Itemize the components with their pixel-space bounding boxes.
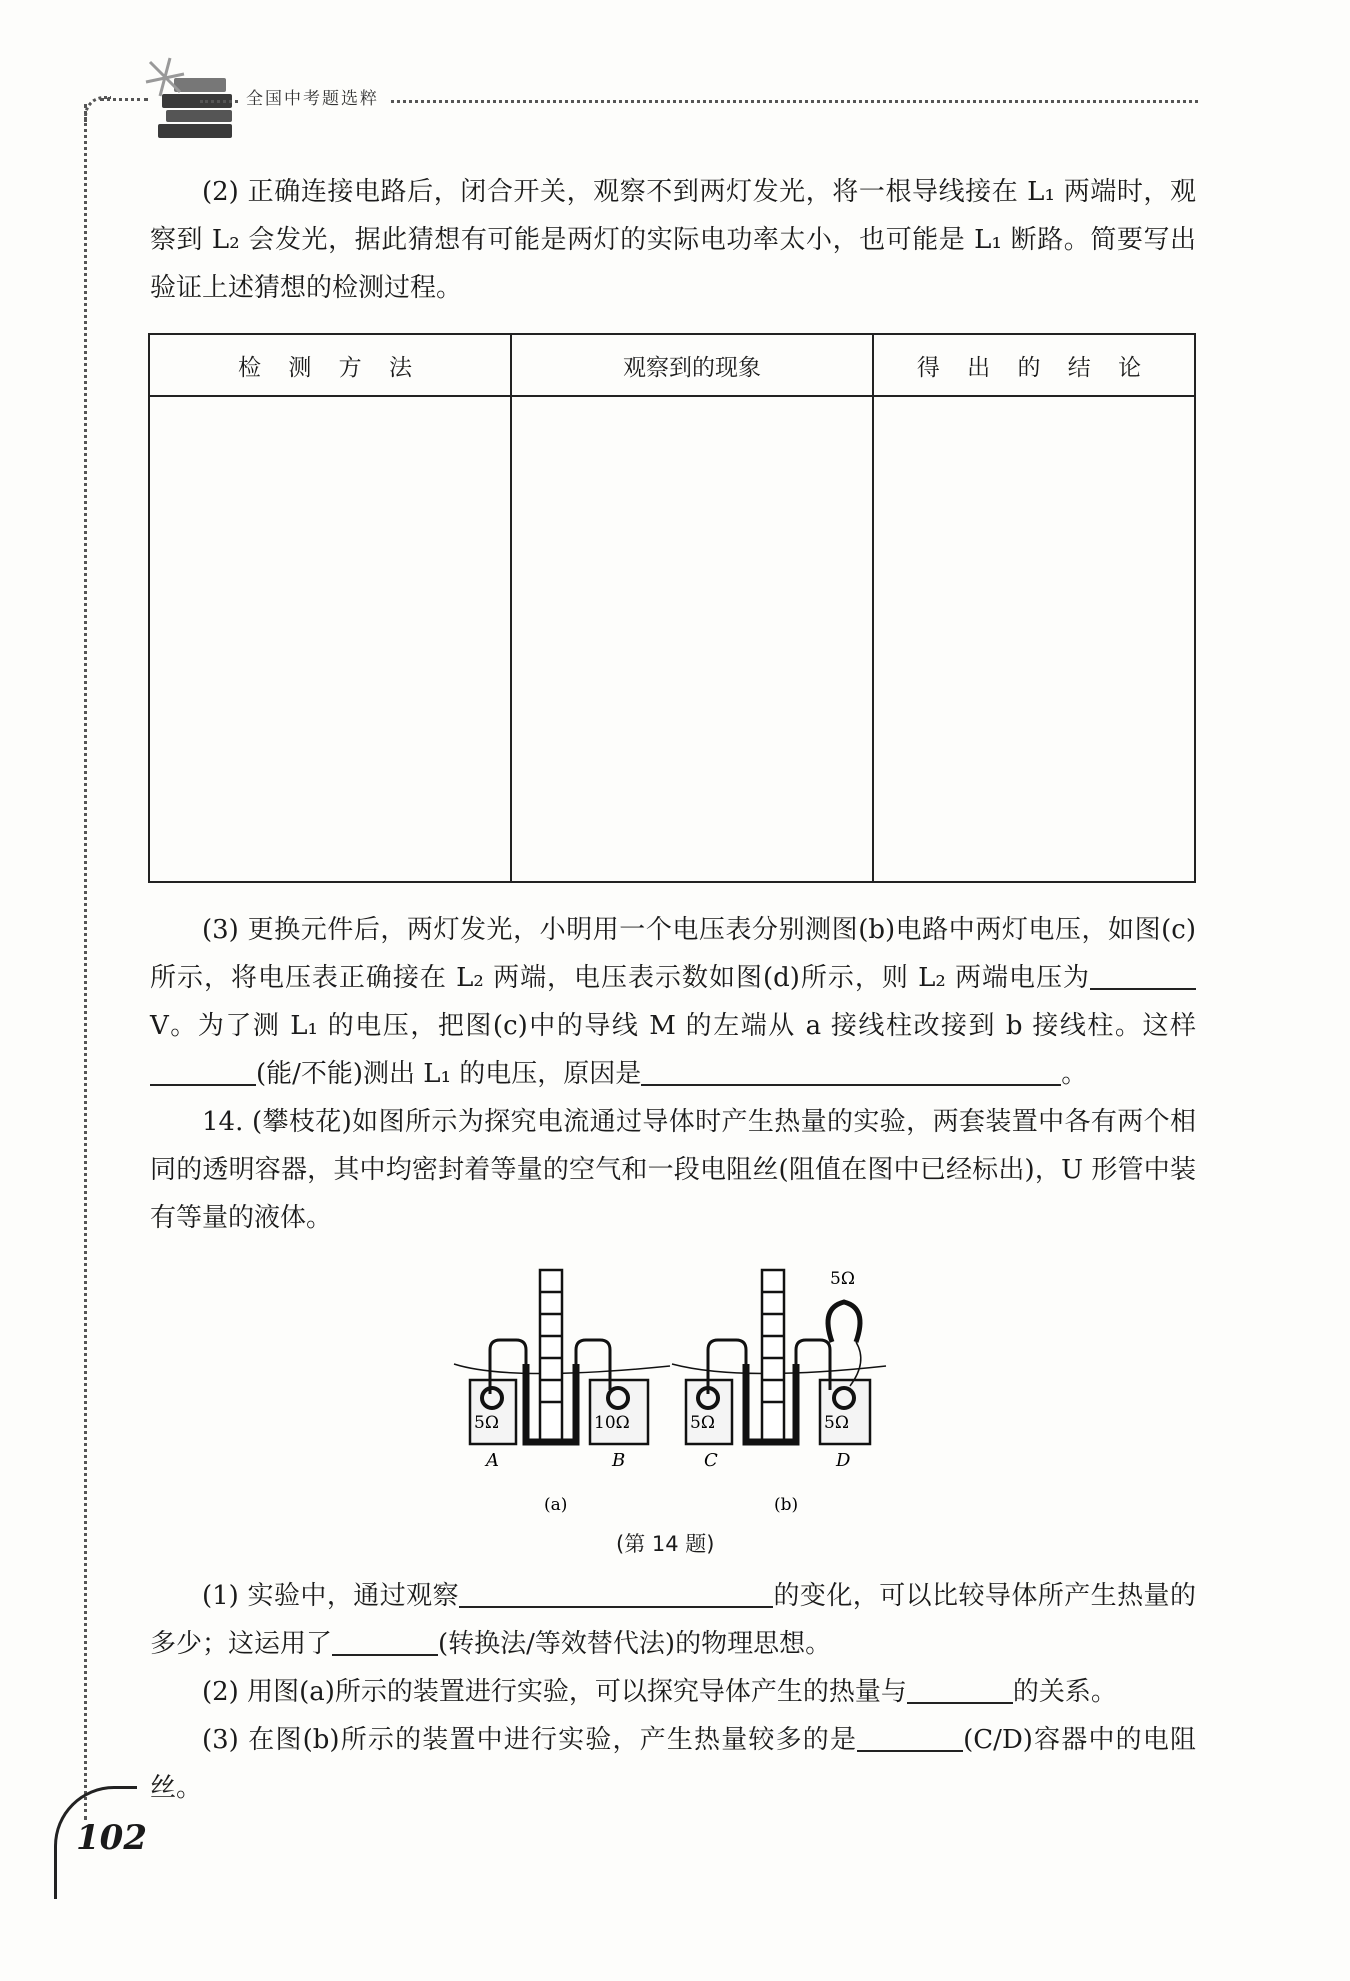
q14-part1-seg1: (1) 实验中，通过观察 — [202, 1581, 460, 1611]
table-cell-method — [149, 396, 511, 882]
q13-part3-text — [150, 906, 1196, 1098]
q14-part1-seg3: (转换法/等效替代法)的物理思想。 — [438, 1629, 832, 1659]
container-label-d: D — [836, 1450, 851, 1471]
left-margin-rule — [84, 104, 87, 1820]
container-label-a: A — [486, 1450, 499, 1471]
resistor-label-d: 5Ω — [824, 1413, 849, 1433]
table-header-method: 检 测 方 法 — [149, 334, 511, 396]
experiment-figure — [440, 1262, 900, 1532]
answer-blank — [1090, 960, 1196, 990]
container-label-c: C — [704, 1450, 718, 1471]
q13-part3-seg4: 。 — [1061, 1059, 1088, 1089]
answer-blank — [332, 1626, 438, 1656]
q14-part3-text — [150, 1716, 1196, 1812]
answer-blank — [150, 1056, 256, 1086]
page-number: 102 — [76, 1818, 147, 1858]
resistor-label-a: 5Ω — [474, 1413, 499, 1433]
table-header-conclusion: 得 出 的 结 论 — [873, 334, 1195, 396]
q14-part1-seg2: 的变化，可以比较导体所产生热量的多少；这运用了 — [150, 1581, 1196, 1659]
answer-blank — [857, 1722, 963, 1752]
subfigure-label-b: (b) — [774, 1495, 799, 1515]
table-cell-conclusion — [873, 396, 1195, 882]
q14-part2-text — [150, 1668, 1196, 1716]
q13-part3-seg1: (3) 更换元件后，两灯发光，小明用一个电压表分别测图(b)电路中两灯电压，如图(c)所示，将电压表正确接在 L₂ 两端，电压表示数如图(d)所示，则 L₂ 两端电压为 — [150, 915, 1196, 993]
header-corner — [84, 96, 111, 123]
table-header-phenomenon: 观察到的现象 — [511, 334, 873, 396]
q14-part2-seg1: (2) 用图(a)所示的装置进行实验，可以探究导体产生的热量与 — [202, 1677, 907, 1707]
subfigure-label-a: (a) — [544, 1495, 568, 1515]
answer-blank — [641, 1056, 1061, 1086]
q13-part2-text: (2) 正确连接电路后，闭合开关，观察不到两灯发光，将一根导线接在 L₁ 两端时，观察到 L₂ 会发光，据此猜想有可能是两灯的实际电功率太小，也可能是 L₁ 断路。简要写出验证上述猜想的检测过程。 — [150, 177, 1197, 303]
resistor-label-c: 5Ω — [690, 1413, 715, 1433]
resistor-label-outer: 5Ω — [830, 1269, 855, 1289]
q14-text: 14. (攀枝花)如图所示为探究电流通过导体时产生热量的实验，两套装置中各有两个相同的透明容器，其中均密封着等量的空气和一段电阻丝(阻值在图中已经标出)，U 形管中装有等量的液体。 — [150, 1107, 1196, 1233]
q13-part3-seg3: (能/不能)测出 L₁ 的电压，原因是 — [256, 1059, 642, 1089]
table-cell-phenomenon — [511, 396, 873, 882]
q14-part1-text — [150, 1572, 1196, 1668]
answer-blank — [459, 1578, 773, 1608]
answer-blank — [907, 1674, 1013, 1704]
resistor-label-b: 10Ω — [594, 1413, 630, 1433]
books-logo-icon — [140, 52, 240, 142]
q14-part3-seg1: (3) 在图(b)所示的装置中进行实验，产生热量较多的是 — [202, 1725, 858, 1755]
header-title: 全国中考题选粹 — [238, 84, 391, 109]
q13-part3-seg2: V。为了测 L₁ 的电压，把图(c)中的导线 M 的左端从 a 接线柱改接到 b 接线柱。这样 — [150, 1011, 1196, 1041]
detection-table — [148, 333, 1196, 883]
q14-part2-seg2: 的关系。 — [1012, 1677, 1117, 1707]
container-label-b: B — [612, 1450, 626, 1471]
q14-part3-seg2: (C/D)容器中的电阻丝。 — [150, 1725, 1196, 1803]
figure-caption: (第 14 题) — [616, 1532, 715, 1556]
